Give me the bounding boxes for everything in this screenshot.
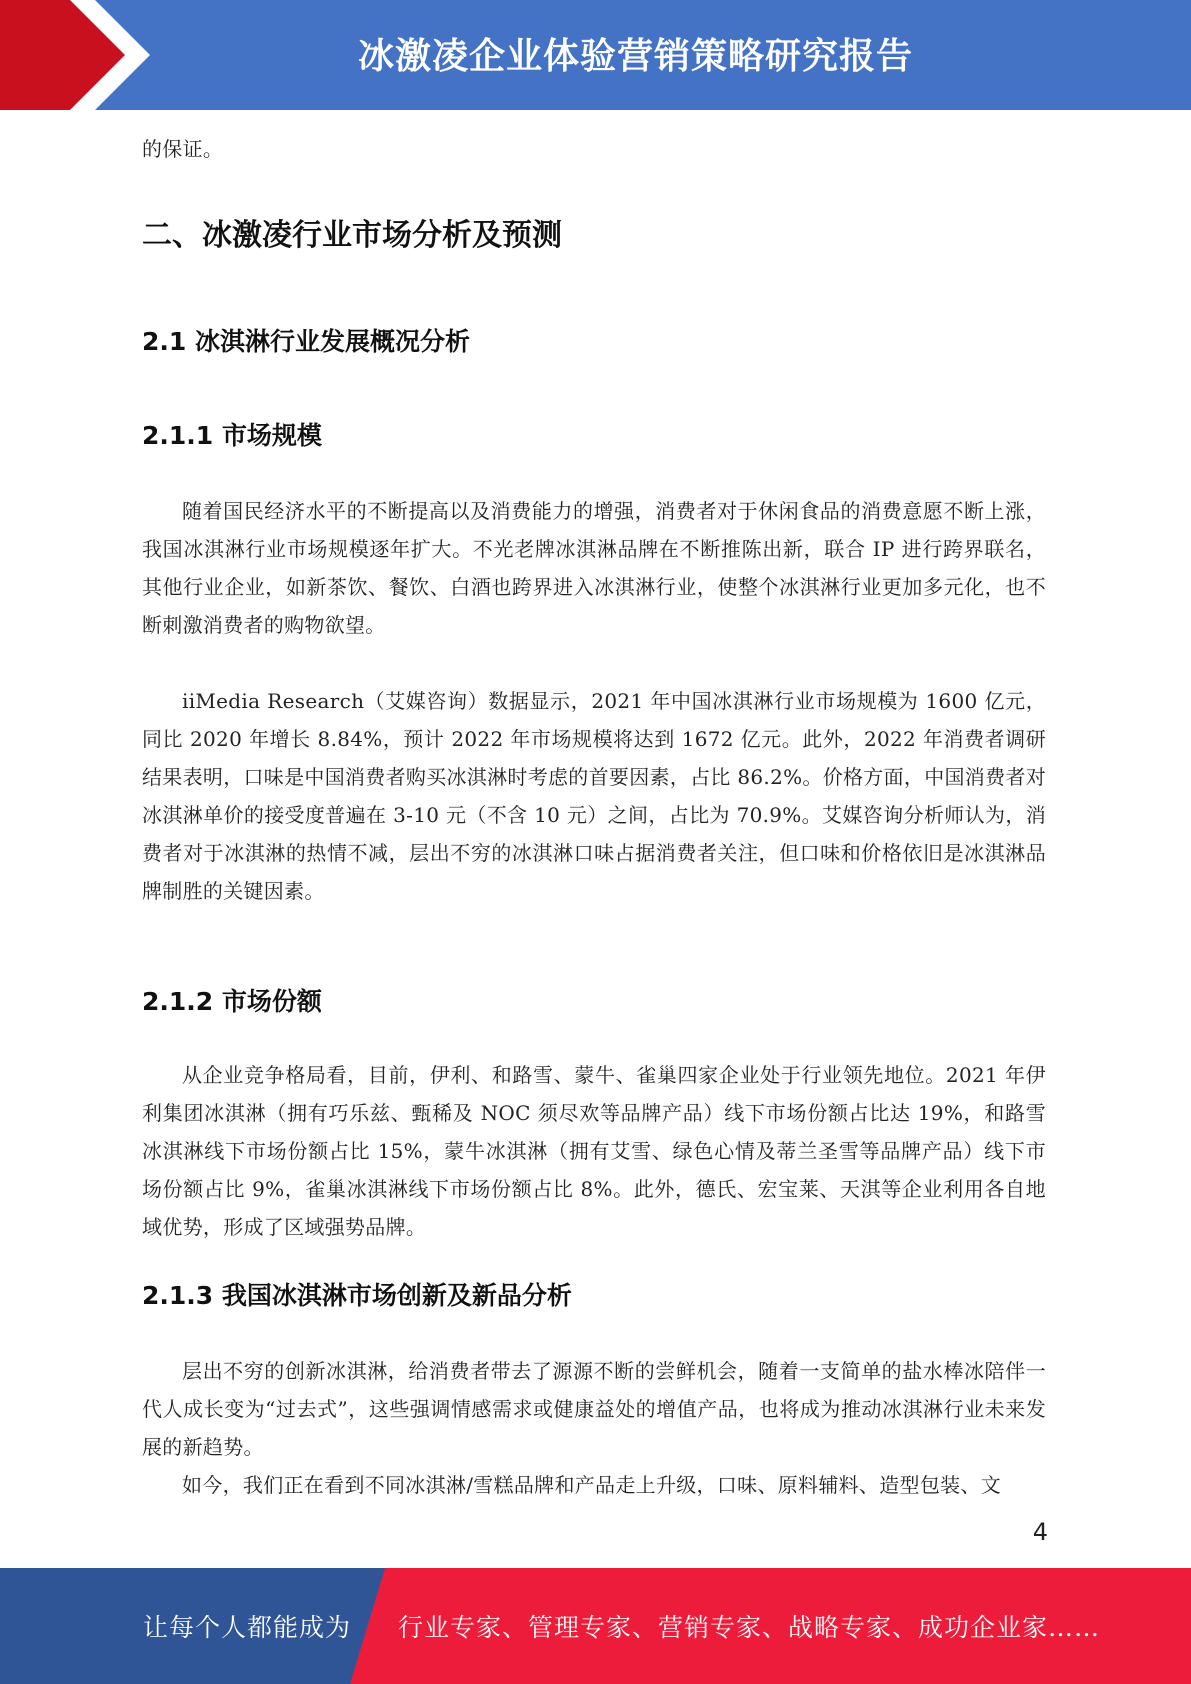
subsection-heading: 2.1 冰淇淋行业发展概况分析 (142, 327, 470, 356)
document-body (142, 130, 1046, 1504)
heading-market-share: 2.1.2 市场份额 (142, 987, 322, 1016)
heading-market-size: 2.1.1 市场规模 (142, 421, 322, 450)
page-header (0, 0, 1191, 110)
paragraph-market-size-2: iiMedia Research（艾媒咨询）数据显示，2021 年中国冰淇淋行业市场规模为 1600 亿元，同比 2020 年增长 8.84%，预计 2022 年市场规模将达到 1672 亿元。此外，2022 年消费者调研结果表明，口味是中国消费者购买冰淇淋时考虑的首要因素，占比 86.2%。价格方面，中国消费者对冰淇淋单价的接受度普遍在 3-10 元（不含 10 元）之间，占比为 70.9%。艾媒咨询分析师认为，消费者对于冰淇淋的热情不减，层出不穷的冰淇淋口味占据消费者关注，但口味和价格依旧是冰淇淋品牌制胜的关键因素。 (142, 689, 1046, 903)
section-heading: 二、冰激凌行业市场分析及预测 (142, 218, 562, 253)
page-footer (0, 1568, 1191, 1684)
paragraph-market-share: 从企业竞争格局看，目前，伊利、和路雪、蒙牛、雀巢四家企业处于行业领先地位。2021 年伊利集团冰淇淋（拥有巧乐兹、甄稀及 NOC 须尽欢等品牌产品）线下市场份额占比达 19%，和路雪冰淇淋线下市场份额占比 15%，蒙牛冰淇淋（拥有艾雪、绿色心情及蒂兰圣雪等品牌产品）线下市场份额占比 9%，雀巢冰淇淋线下市场份额占比 8%。此外，德氏、宏宝莱、天淇等企业利用各自地域优势，形成了区域强势品牌。 (142, 1063, 1046, 1239)
footer-slogan-left: 让每个人都能成为 (143, 1613, 352, 1642)
paragraph-innovation-2: 如今，我们正在看到不同冰淇淋/雪糕品牌和产品走上升级，口味、原料辅料、造型包装、文 (182, 1473, 1002, 1497)
paragraph-market-size-1: 随着国民经济水平的不断提高以及消费能力的增强，消费者对于休闲食品的消费意愿不断上涨，我国冰淇淋行业市场规模逐年扩大。不光老牌冰淇淋品牌在不断推陈出新，联合 IP 进行跨界联名，其他行业企业，如新茶饮、餐饮、白酒也跨界进入冰淇淋行业，使整个冰淇淋行业更加多元化，也不断刺激消费者的购物欲望。 (142, 499, 1046, 637)
page-number: 4 (1032, 1518, 1048, 1546)
report-title: 冰激凌企业体验营销策略研究报告 (357, 36, 913, 77)
carry-over-text: 的保证。 (142, 137, 224, 161)
paragraph-innovation-1: 层出不穷的创新冰淇淋，给消费者带去了源源不断的尝鲜机会，随着一支简单的盐水棒冰陪伴一代人成长变为“过去式”，这些强调情感需求或健康益处的增值产品，也将成为推动冰淇淋行业未来发展的新趋势。 (142, 1359, 1046, 1459)
footer-slogan-right: 行业专家、管理专家、营销专家、战略专家、成功企业家…… (398, 1613, 1101, 1642)
heading-innovation: 2.1.3 我国冰淇淋市场创新及新品分析 (142, 1281, 572, 1310)
